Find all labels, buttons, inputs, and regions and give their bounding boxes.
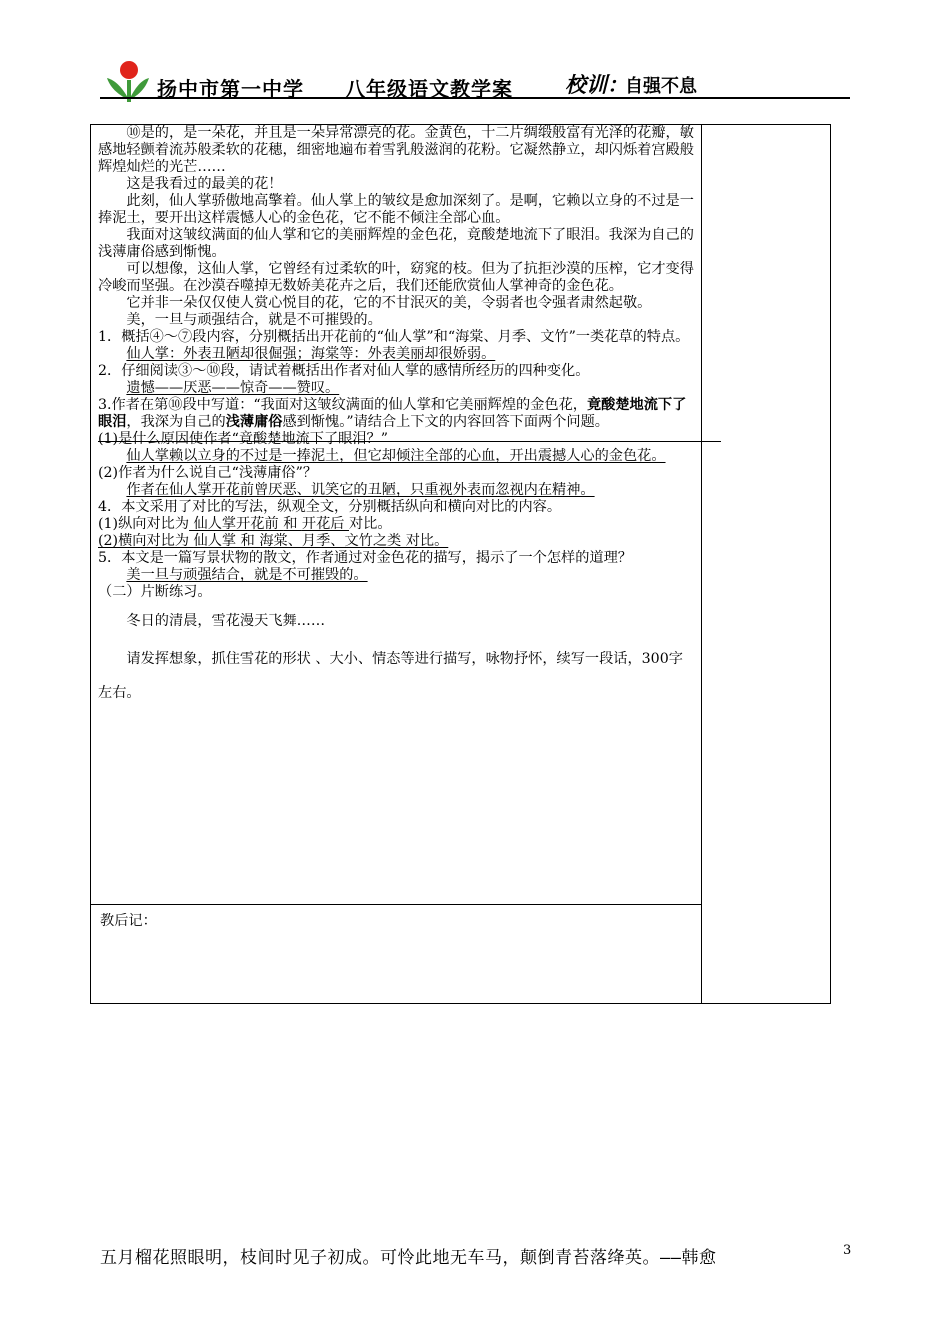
lesson-content bbox=[98, 125, 696, 710]
after-class-divider bbox=[90, 904, 702, 905]
quote-bold: 浅薄庸俗 bbox=[225, 414, 283, 430]
answer-4-2: 仙人掌 和 海棠、月季、文竹之类 对比。 bbox=[193, 533, 449, 549]
passage-paragraph: 可以想像，这仙人掌，它曾经有过柔软的叶，窈窕的枝。但为了抗拒沙漠的压榨，它才变得冷峻而坚强。在沙漠吞噬掉无数娇美花卉之后，我们还能欣赏仙人掌神奇的金色花。 bbox=[98, 261, 694, 294]
question-4: 4．本文采用了对比的写法，纵观全文，分别概括纵向和横向对比的内容。 bbox=[98, 499, 562, 515]
passage-paragraph: 这是我看过的最美的花！ bbox=[126, 176, 283, 192]
answer-5: 美一旦与顽强结合，就是不可摧毁的。 bbox=[126, 567, 368, 583]
passage-paragraph: 它并非一朵仅仅使人赏心悦目的花，它的不甘泯灭的美，令弱者也令强者肃然起敬。 bbox=[126, 295, 652, 311]
notes-column-divider bbox=[701, 124, 702, 1004]
motto-label: 校训： bbox=[565, 72, 628, 97]
question-3: 3.作者在第⑩段中写道：“我面对这皱纹满面的仙人掌和它美丽辉煌的金色花，竟酸楚地流下了眼泪，我深为自己的浅薄庸俗感到惭愧。”请结合上下文的内容回答下面两个问题。 bbox=[98, 397, 687, 430]
question-3-2: (2)作者为什么说自己“浅薄庸俗”？ bbox=[98, 465, 318, 481]
after-class-notes-label: 教后记： bbox=[100, 913, 157, 929]
answer-3-1: 仙人掌赖以立身的不过是一捧泥土，但它却倾注全部的心血，开出震撼人心的金色花。 bbox=[126, 448, 666, 464]
footer-quote: 五月榴花照眼明，枝间时见子初成。可怜此地无车马，颠倒青苔落绛英。——韩愈 bbox=[100, 1248, 717, 1268]
passage-paragraph: 我面对这皱纹满面的仙人掌和它的美丽辉煌的金色花，竟酸楚地流下了眼泪。我深为自己的浅薄庸俗感到惭愧。 bbox=[98, 227, 694, 260]
question-3-1: (1)是什么原因使作者“竟酸楚地流下了眼泪？” bbox=[98, 431, 388, 447]
passage-paragraph: 此刻，仙人掌骄傲地高擎着。仙人掌上的皱纹是愈加深刻了。是啊，它赖以立身的不过是一捧泥土，要开出这样震憾人心的金色花，它不能不倾注全部心血。 bbox=[98, 193, 694, 226]
question-4-1: (1)纵向对比为 仙人掌开花前 和 开花后 对比。 bbox=[98, 516, 392, 532]
answer-2: 遗憾——厌恶——惊奇——赞叹。 bbox=[126, 380, 340, 396]
practice-title: （二）片断练习。 bbox=[98, 584, 212, 600]
answer-3-2: 作者在仙人掌开花前曾厌恶、讥笑它的丑陋，只重视外表而忽视内在精神。 bbox=[126, 482, 595, 498]
practice-prompt: 冬日的清晨，雪花漫天飞舞…… bbox=[126, 613, 326, 629]
practice-instruction: 请发挥想象，抓住雪花的形状 、大小、情态等进行描写，咏物抒怀，续写一段话，300字左右。 bbox=[98, 651, 683, 701]
question-5: 5．本文是一篇写景状物的散文，作者通过对金色花的描写，揭示了一个怎样的道理？ bbox=[98, 550, 632, 566]
question-1: 1．概括④～⑦段内容，分别概括出开花前的“仙人掌”和“海棠、月季、文竹”一类花草的特点。 bbox=[98, 329, 690, 345]
page-number: 3 bbox=[843, 1243, 852, 1258]
question-2: 2．仔细阅读③～⑩段，请试着概括出作者对仙人掌的感情所经历的四种变化。 bbox=[98, 363, 590, 379]
answer-4-1b: 开花后 bbox=[301, 516, 349, 532]
answer-1: 仙人掌：外表丑陋却很倔强；海棠等：外表美丽却很娇弱。 bbox=[126, 346, 496, 362]
passage-paragraph: ⑩是的，是一朵花，并且是一朵异常漂亮的花。金黄色，十二片绸缎般富有光泽的花瓣，敏感地轻颤着流苏般柔软的花穗，细密地遍布着雪乳般滋润的花粉。它凝然静立，却闪烁着宫殿般辉煌灿烂的光芒…… bbox=[98, 125, 694, 175]
school-name: 扬中市第一中学 bbox=[157, 77, 304, 101]
answer-4-1a: 仙人掌开花前 bbox=[189, 516, 284, 532]
course-title: 八年级语文教学案 bbox=[345, 77, 513, 101]
header-rule bbox=[100, 97, 850, 99]
quote-bold: 竟酸楚地流下了眼泪 bbox=[98, 397, 687, 430]
passage-paragraph: 美，一旦与顽强结合，就是不可摧毁的。 bbox=[126, 312, 382, 328]
question-4-2: (2)横向对比为 仙人掌 和 海棠、月季、文竹之类 对比。 bbox=[98, 533, 449, 549]
school-motto: 自强不息 bbox=[625, 76, 697, 97]
